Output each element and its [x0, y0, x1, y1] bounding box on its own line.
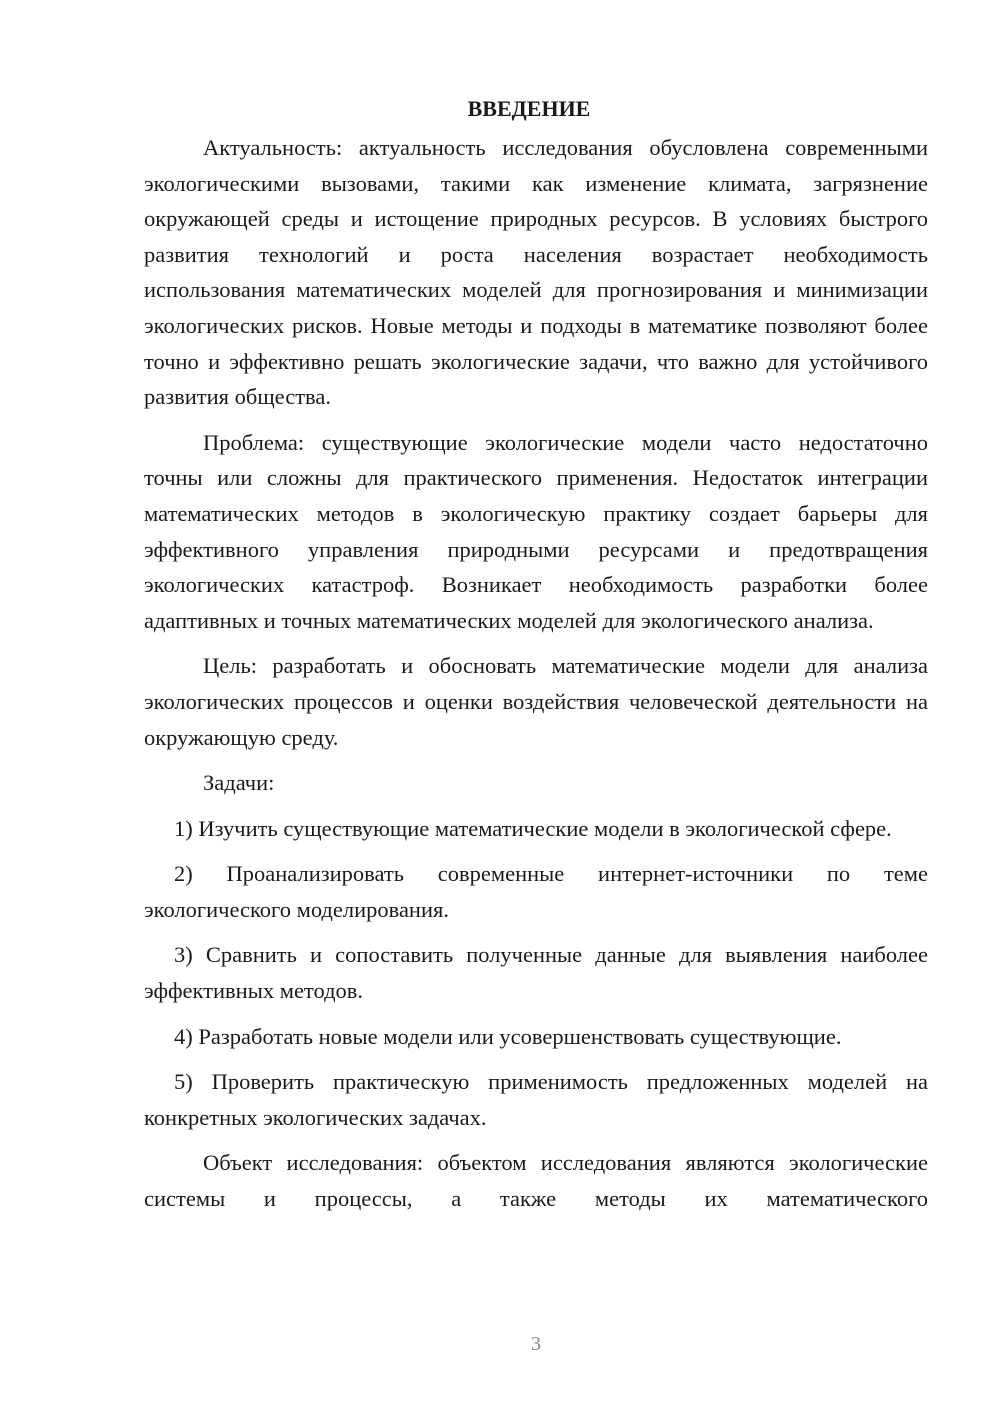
page-number: 3 — [531, 1333, 541, 1355]
document-page — [144, 92, 928, 1227]
paragraph-goal: Цель: разработать и обосновать математические модели для анализа экологических процессов и оценки воздействия человеческой деятельности на окружающую среду. — [144, 653, 928, 750]
task-item-3: 3) Сравнить и сопоставить полученные данные для выявления наиболее эффективных методов. — [144, 942, 928, 1004]
paragraph-relevance: Актуальность: актуальность исследования обусловлена современными экологическими вызовами, такими как изменение климата, загрязнение окружающей среды и истощение природных ресурсов. В условиях быстрого развития технологий и роста населения возрастает необходимость использования математических моделей для прогнозирования и минимизации экологических рисков. Новые методы и подходы в математике позволяют более точно и эффективно решать экологические задачи, что важно для устойчивого развития общества. — [144, 135, 928, 410]
task-item-1: 1) Изучить существующие математические модели в экологической сфере. — [174, 815, 892, 841]
task-item-2: 2) Проанализировать современные интернет-источники по теме экологического моделирования. — [144, 861, 928, 922]
section-heading: ВВЕДЕНИЕ — [467, 96, 591, 121]
paragraph-problem: Проблема: существующие экологические модели часто недостаточно точны или сложны для практического применения. Недостаток интеграции математических методов в экологическую практику создает барьеры для эффективного управления природными ресурсами и предотвращения экологических катастроф. Возникает необходимость разработки более адаптивных и точных математических моделей для экологического анализа. — [144, 429, 928, 633]
tasks-label: Задачи: — [203, 770, 275, 796]
task-item-5: 5) Проверить практическую применимость предложенных моделей на конкретных экологических задачах. — [144, 1069, 928, 1130]
paragraph-object: Объект исследования: объектом исследования являются экологические системы и процессы, а также методы их математического — [144, 1150, 928, 1212]
task-item-4: 4) Разработать новые модели или усовершенствовать существующие. — [174, 1023, 842, 1049]
